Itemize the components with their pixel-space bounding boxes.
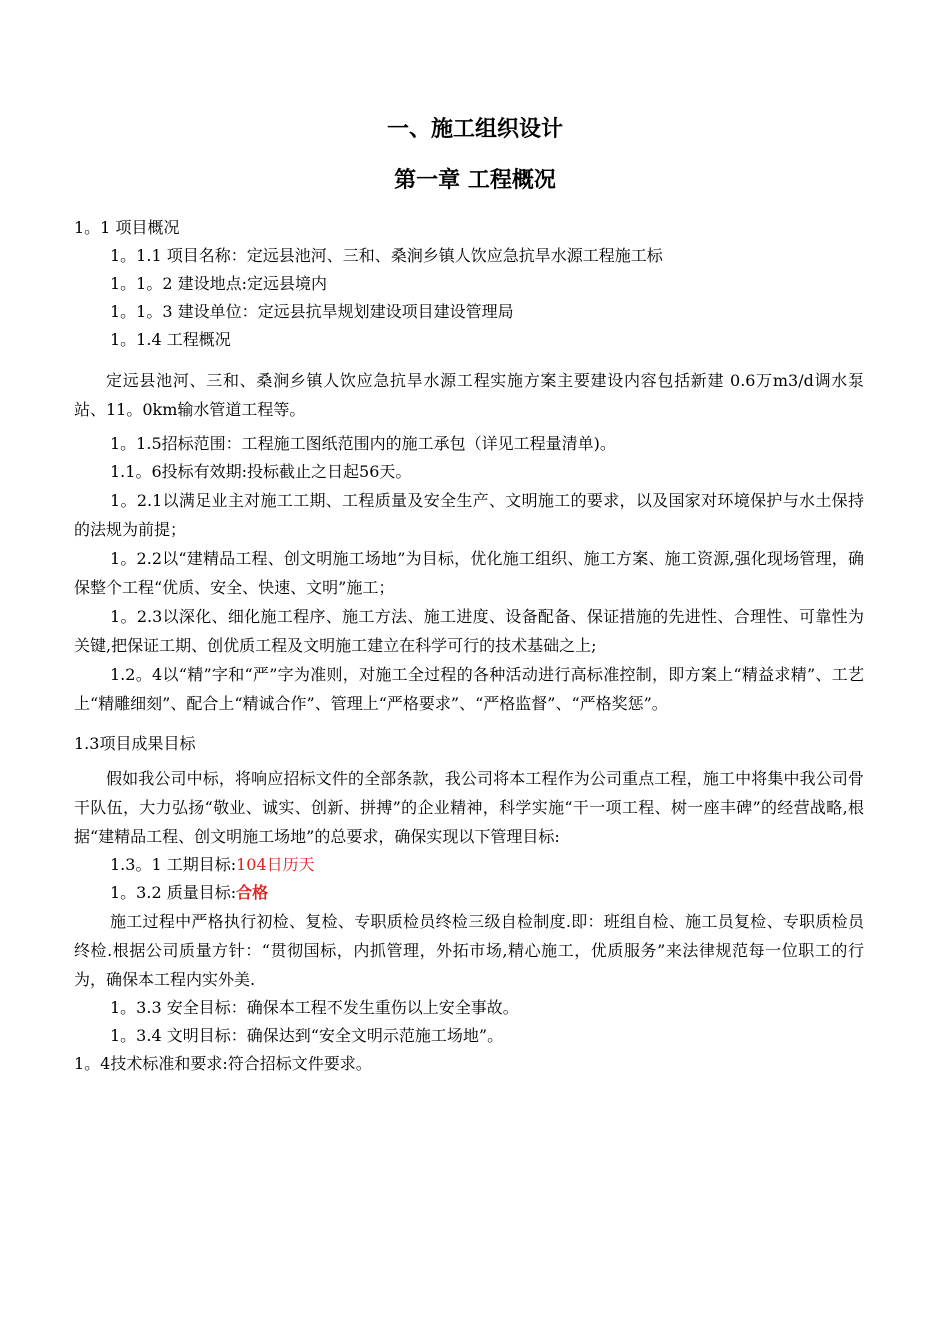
document-body <box>74 214 864 1078</box>
quality-goal-value: 合格 <box>236 883 269 902</box>
quality-control-paragraph: 施工过程中严格执行初检、复检、专职质检员终检三级自检制度.即：班组自检、施工员复检、专职质检员终检.根据公司质量方针：“贯彻国标，内抓管理，外拓市场,精心施工，优质服务”来法律规范每一位职工的行为，确保本工程内实外美. <box>74 912 864 989</box>
principle-2-3: 1。2.3以深化、细化施工程序、施工方法、施工进度、设备配备、保证措施的先进性、合理性、可靠性为关键,把保证工期、创优质工程及文明施工建立在科学可行的技术基础之上; <box>74 607 864 655</box>
document-title: 一、施工组织设计 <box>386 116 563 142</box>
chapter-title: 第一章 工程概况 <box>394 167 556 193</box>
section-technical-standards: 1。4技术标准和要求:符合招标文件要求。 <box>74 1054 372 1073</box>
overview-paragraph: 定远县池河、三和、桑涧乡镇人饮应急抗旱水源工程实施方案主要建设内容包括新建 0.6万m3/d调水泵站、11。0km输水管道工程等。 <box>74 371 864 419</box>
item-bidding-scope: 1。1.5招标范围：工程施工图纸范围内的施工承包（详见工程量清单)。 <box>110 434 616 453</box>
schedule-goal-value: 104日历天 <box>236 855 315 874</box>
schedule-goal-label: 1.3。1 工期目标: <box>110 855 237 874</box>
principle-2-2: 1。2.2以“建精品工程、创文明施工场地”为目标，优化施工组织、施工方案、施工资源,强化现场管理，确保整个工程“优质、安全、快速、文明”施工； <box>74 549 864 597</box>
item-construction-unit: 1。1。3 建设单位：定远县抗旱规划建设项目建设管理局 <box>110 302 514 321</box>
principle-2-4: 1.2。4以“精”字和“严”字为准则，对施工全过程的各种活动进行高标准控制，即方案上“精益求精”、工艺上“精雕细刻”、配合上“精诚合作”、管理上“严格要求”、“严格监督”、“严格奖惩”。 <box>74 665 864 713</box>
item-construction-site: 1。1。2 建设地点:定远县境内 <box>110 274 328 293</box>
item-civilization-goal: 1。3.4 文明目标：确保达到“安全文明示范施工场地”。 <box>110 1026 504 1045</box>
principle-2-1: 1。2.1以满足业主对施工工期、工程质量及安全生产、文明施工的要求，以及国家对环境保护与水土保持的法规为前提； <box>74 491 864 539</box>
item-project-overview: 1。1.4 工程概况 <box>110 330 231 349</box>
item-schedule-goal <box>74 851 864 879</box>
quality-goal-label: 1。3.2 质量目标: <box>110 883 237 902</box>
item-quality-goal <box>74 879 864 907</box>
goals-intro-paragraph: 假如我公司中标，将响应招标文件的全部条款，我公司将本工程作为公司重点工程，施工中将集中我公司骨干队伍，大力弘扬“敬业、诚实、创新、拼搏”的企业精神，科学实施“干一项工程、树一座丰碑”的经营战略,根据“建精品工程、创文明施工场地”的总要求，确保实现以下管理目标: <box>74 769 864 846</box>
item-project-name: 1。1.1 项目名称：定远县池河、三和、桑涧乡镇人饮应急抗旱水源工程施工标 <box>110 246 663 265</box>
section-heading-1-3: 1.3项目成果目标 <box>74 734 196 753</box>
item-bid-validity: 1.1。6投标有效期:投标截止之日起56天。 <box>110 462 412 481</box>
section-heading-1-1: 1。1 项目概况 <box>74 218 180 237</box>
item-safety-goal: 1。3.3 安全目标：确保本工程不发生重伤以上安全事故。 <box>110 998 519 1017</box>
